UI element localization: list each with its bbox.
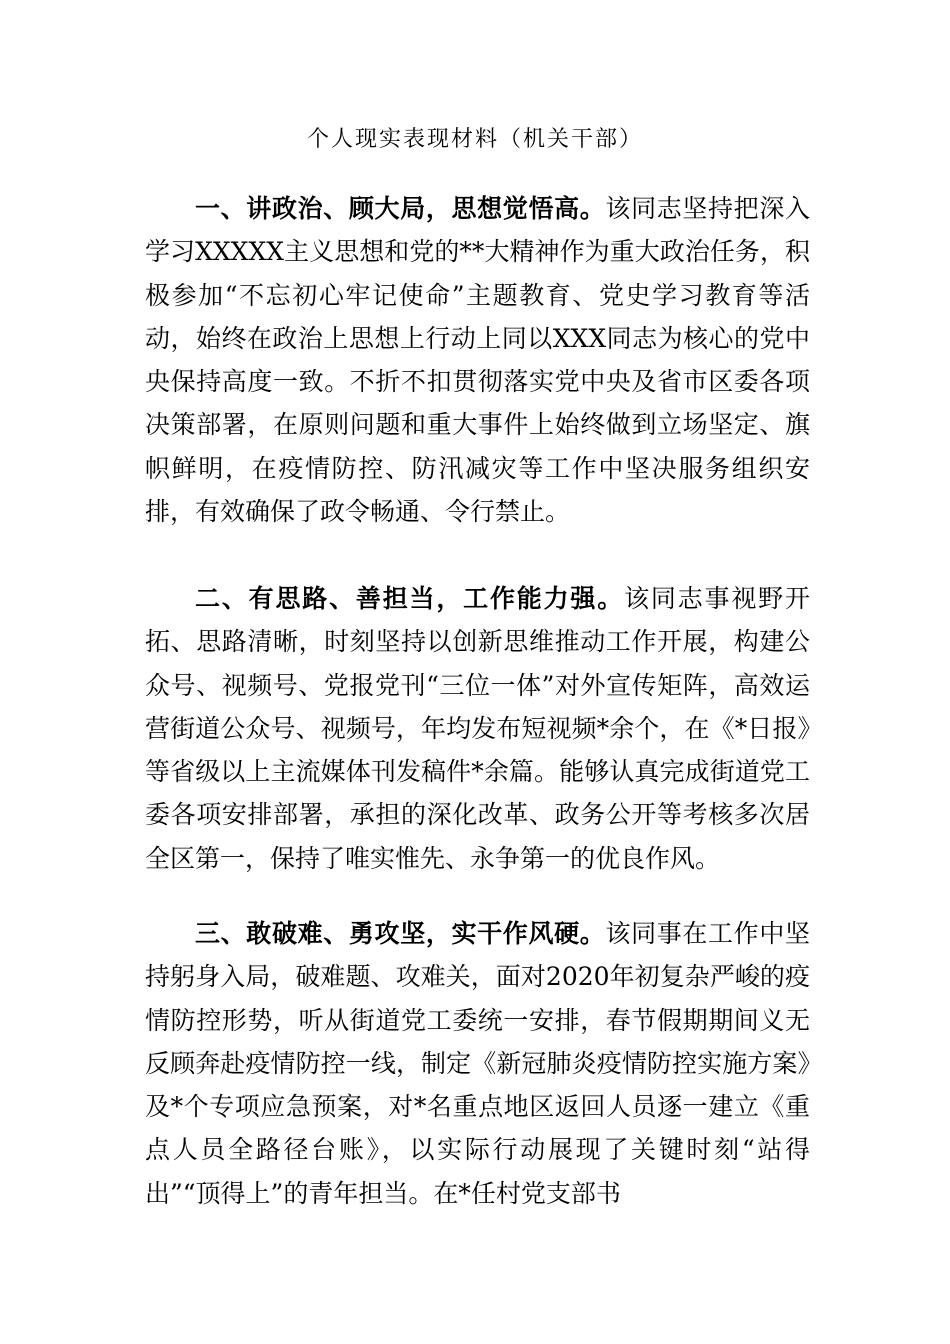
section-paragraph-1: [145, 187, 810, 533]
section-heading-2: 二、有思路、善担当，工作能力强。: [195, 584, 625, 613]
section-paragraph-2: [145, 577, 810, 880]
section-heading-3: 三、敢破难、勇攻坚，实干作风硬。: [195, 919, 606, 948]
document-title: 个人现实表现材料（机关干部）: [306, 127, 643, 152]
section-body-2: 该同志事视野开拓、思路清晰，时刻坚持以创新思维推动工作开展，构建公众号、视频号、党报党刊“三位一体”对外宣传矩阵，高效运营街道公众号、视频号，年均发布短视频*余个，在《*日报》等省级以上主流媒体刊发稿件*余篇。能够认真完成街道党工委各项安排部署，承担的深化改革、政务公开等考核多次居全区第一，保持了唯实惟先、永争第一的优良作风。: [145, 584, 810, 873]
section-body-3: 该同事在工作中坚持躬身入局，破难题、攻难关，面对2020年初复杂严峻的疫情防控形势，听从街道党工委统一安排，春节假期期间义无反顾奔赴疫情防控一线，制定《新冠肺炎疫情防控实施方案》及*个专项应急预案，对*名重点地区返回人员逐一建立《重点人员全路径台账》，以实际行动展现了关键时刻“站得出”“顶得上”的青年担当。在*任村党支部书: [145, 919, 810, 1208]
section-body-1: 该同志坚持把深入学习XXXXX主义思想和党的**大精神作为重大政治任务，积极参加“不忘初心牢记使命”主题教育、党史学习教育等活动，始终在政治上思想上行动上同以XXX同志为核心的党中央保持高度一致。不折不扣贯彻落实党中央及省市区委各项决策部署，在原则问题和重大事件上始终做到立场坚定、旗帜鲜明，在疫情防控、防汛减灾等工作中坚决服务组织安排，有效确保了政令畅通、令行禁止。: [145, 194, 810, 527]
section-paragraph-3: [145, 912, 810, 1215]
section-heading-1: 一、讲政治、顾大局，思想觉悟高。: [195, 194, 606, 223]
